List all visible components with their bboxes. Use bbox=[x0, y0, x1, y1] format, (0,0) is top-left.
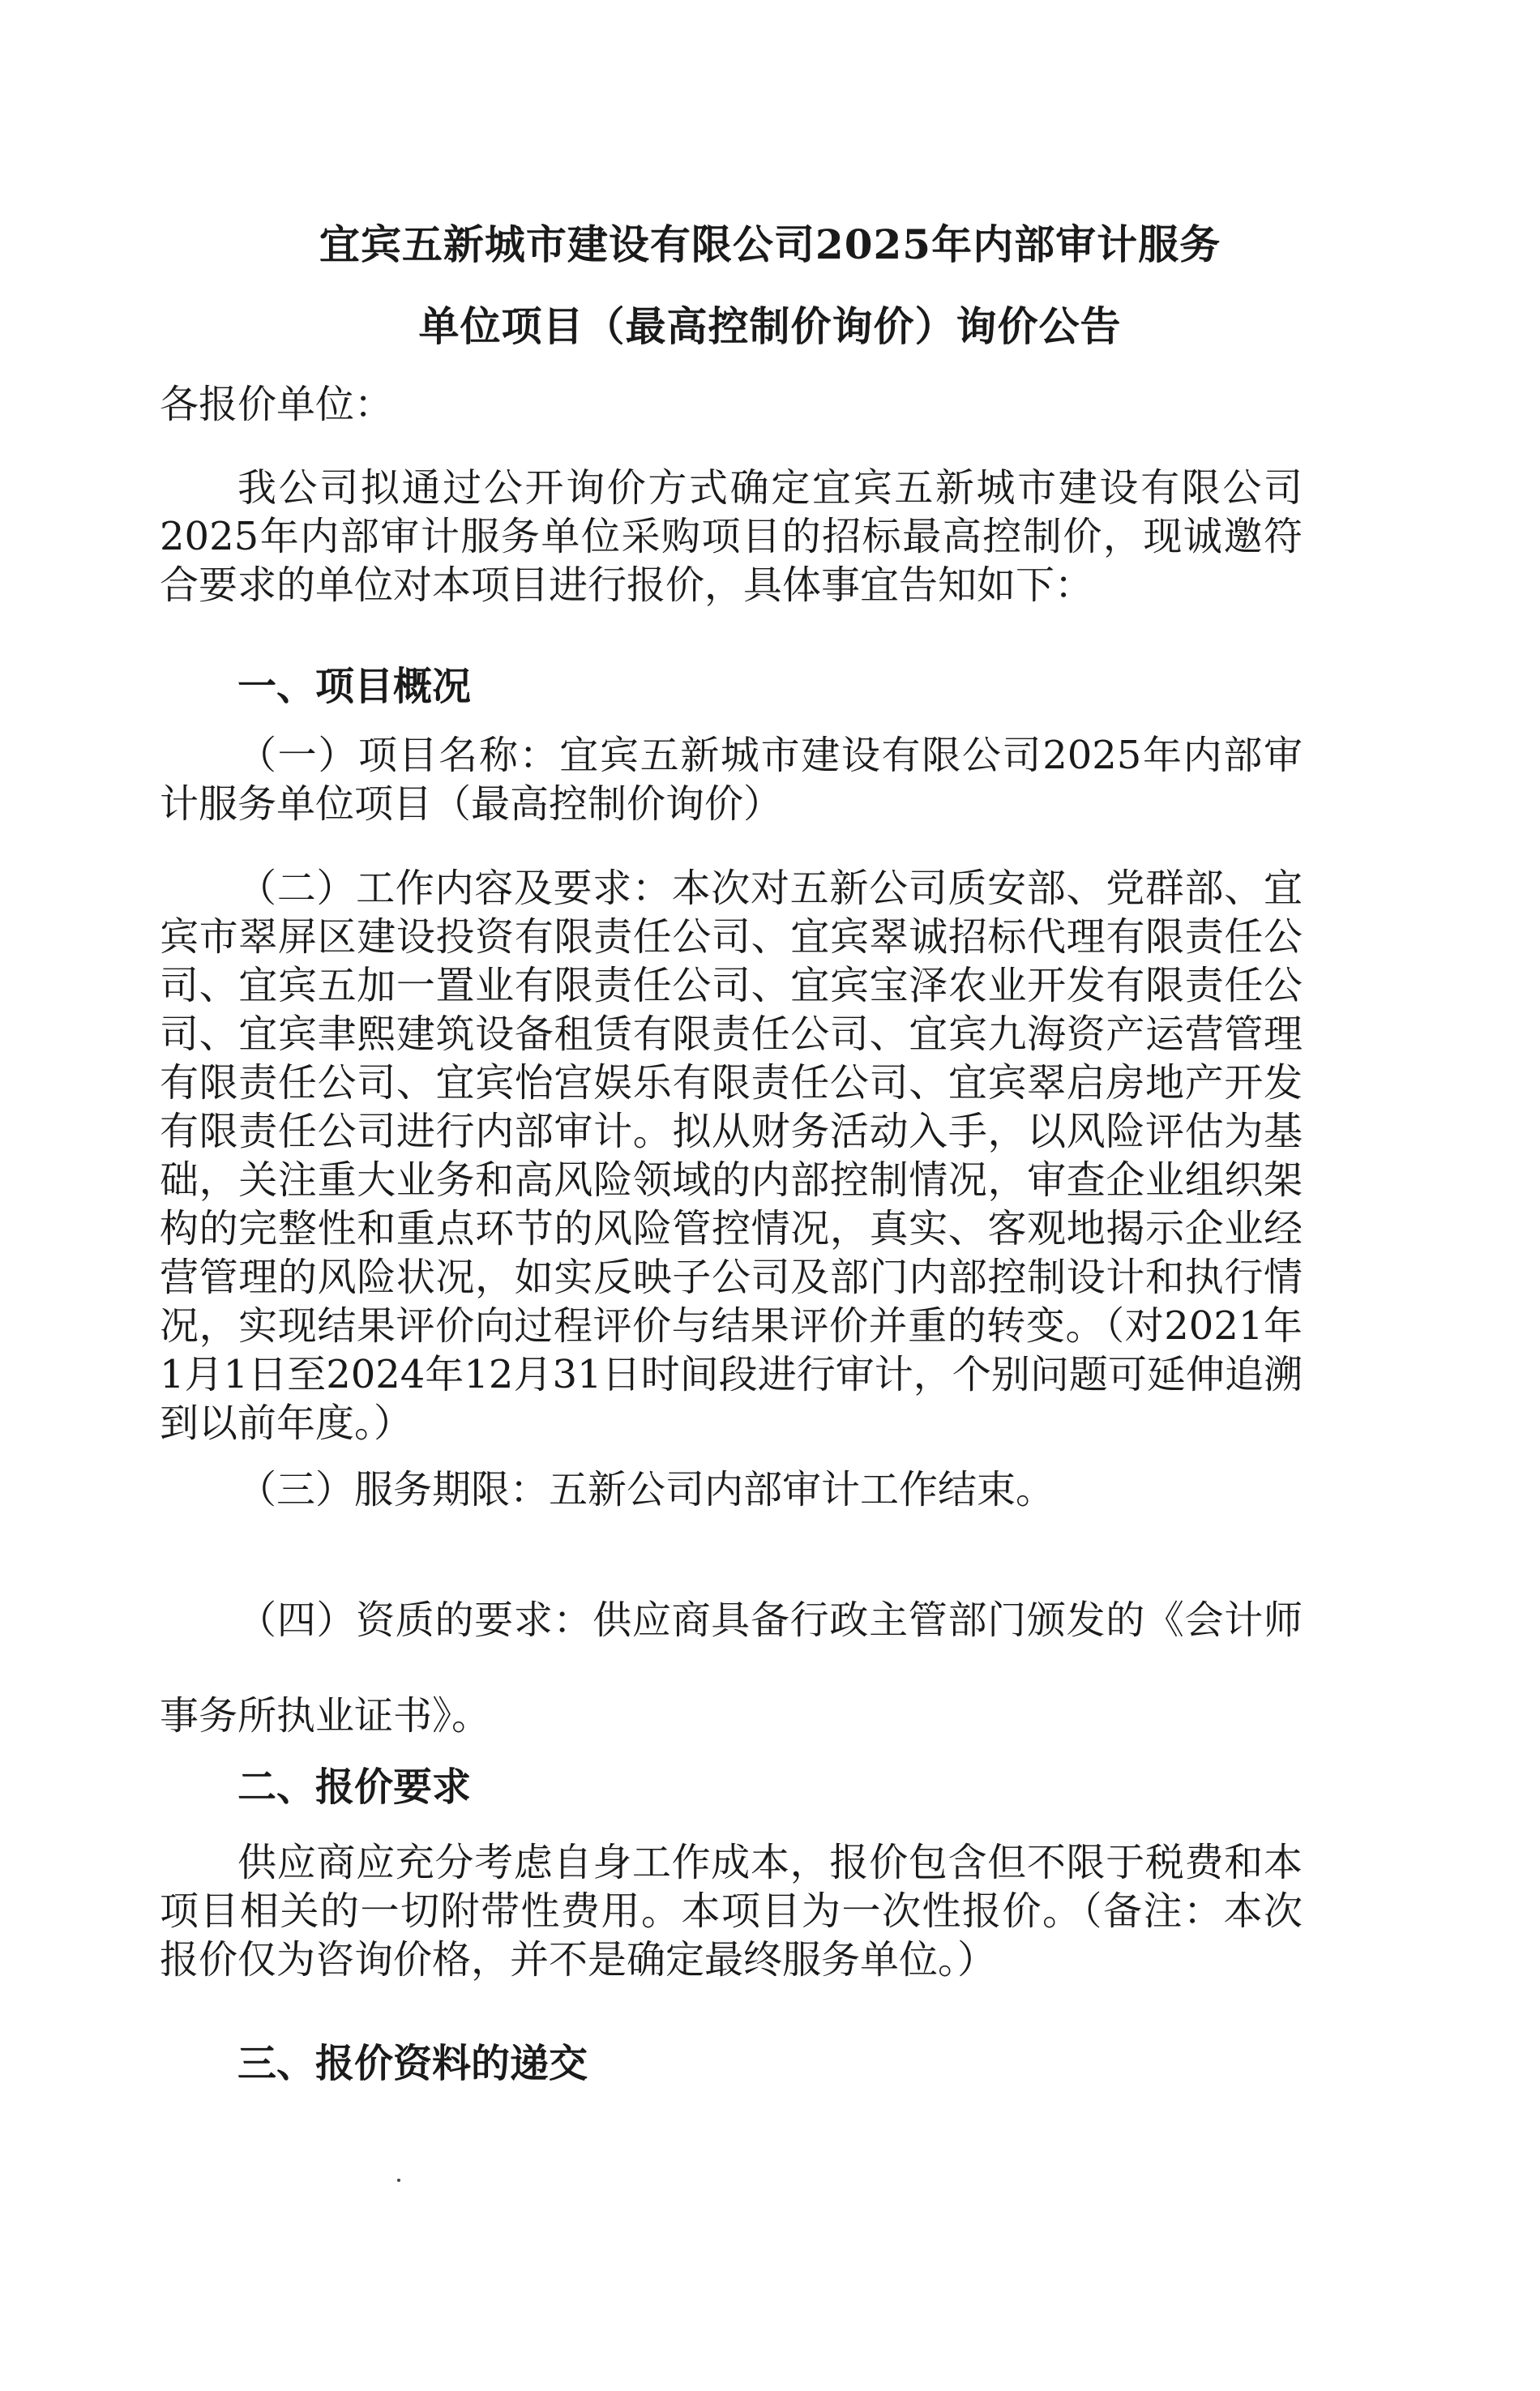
section2-heading: 二、报价要求 bbox=[237, 1764, 472, 1810]
section2-quote-requirements: 供应商应充分考虑自身工作成本，报价包含但不限于税费和本项目相关的一切附带性费用。本项目为一次性报价。（备注：本次报价仅为咨询价格，并不是确定最终服务单位。） bbox=[160, 1840, 1303, 1983]
section1-heading: 一、项目概况 bbox=[237, 664, 472, 709]
document-title-line1: 宜宾五新城市建设有限公司2025年内部审计服务 bbox=[319, 220, 1221, 268]
intro-paragraph: 我公司拟通过公开询价方式确定宜宾五新城市建设有限公司2025年内部审计服务单位采购项目的招标最高控制价，现诚邀符合要求的单位对本项目进行报价，具体事宜告知如下： bbox=[160, 465, 1303, 608]
document-title-line2: 单位项目（最高控制价询价）询价公告 bbox=[418, 302, 1122, 350]
section1-item1-project-name: （一）项目名称：宜宾五新城市建设有限公司2025年内部审计服务单位项目（最高控制价询价） bbox=[160, 733, 1303, 827]
section1-item3-service-period: （三）服务期限：五新公司内部审计工作结束。 bbox=[237, 1467, 1055, 1512]
section1-item4-qualification: （四）资质的要求：供应商具备行政主管部门颁发的《会计师事务所执业证书》。 bbox=[160, 1598, 1303, 1739]
section3-heading: 三、报价资料的递交 bbox=[237, 2041, 588, 2086]
salutation: 各报价单位： bbox=[160, 382, 394, 427]
section1-item2-work-content: （二）工作内容及要求：本次对五新公司质安部、党群部、宜宾市翠屏区建设投资有限责任公司、宜宾翠诚招标代理有限责任公司、宜宾五加一置业有限责任公司、宜宾宝泽农业开发有限责任公司、宜宾聿熙建筑设备租赁有限责任公司、宜宾九海资产运营管理有限责任公司、宜宾怡宫娱乐有限责任公司、宜宾翠启房地产开发有限责任公司进行内部审计。拟从财务活动入手，以风险评估为基础，关注重大业务和高风险领域的内部控制情况，审查企业组织架构的完整性和重点环节的风险管控情况，真实、客观地揭示企业经营管理的风险状况，如实反映子公司及部门内部控制设计和执行情况，实现结果评价向过程评价与结果评价并重的转变。（对2021年1月1日至2024年12月31日时间段进行审计，个别问题可延伸追溯到以前年度。） bbox=[160, 866, 1303, 1446]
scan-speck bbox=[397, 2179, 400, 2182]
